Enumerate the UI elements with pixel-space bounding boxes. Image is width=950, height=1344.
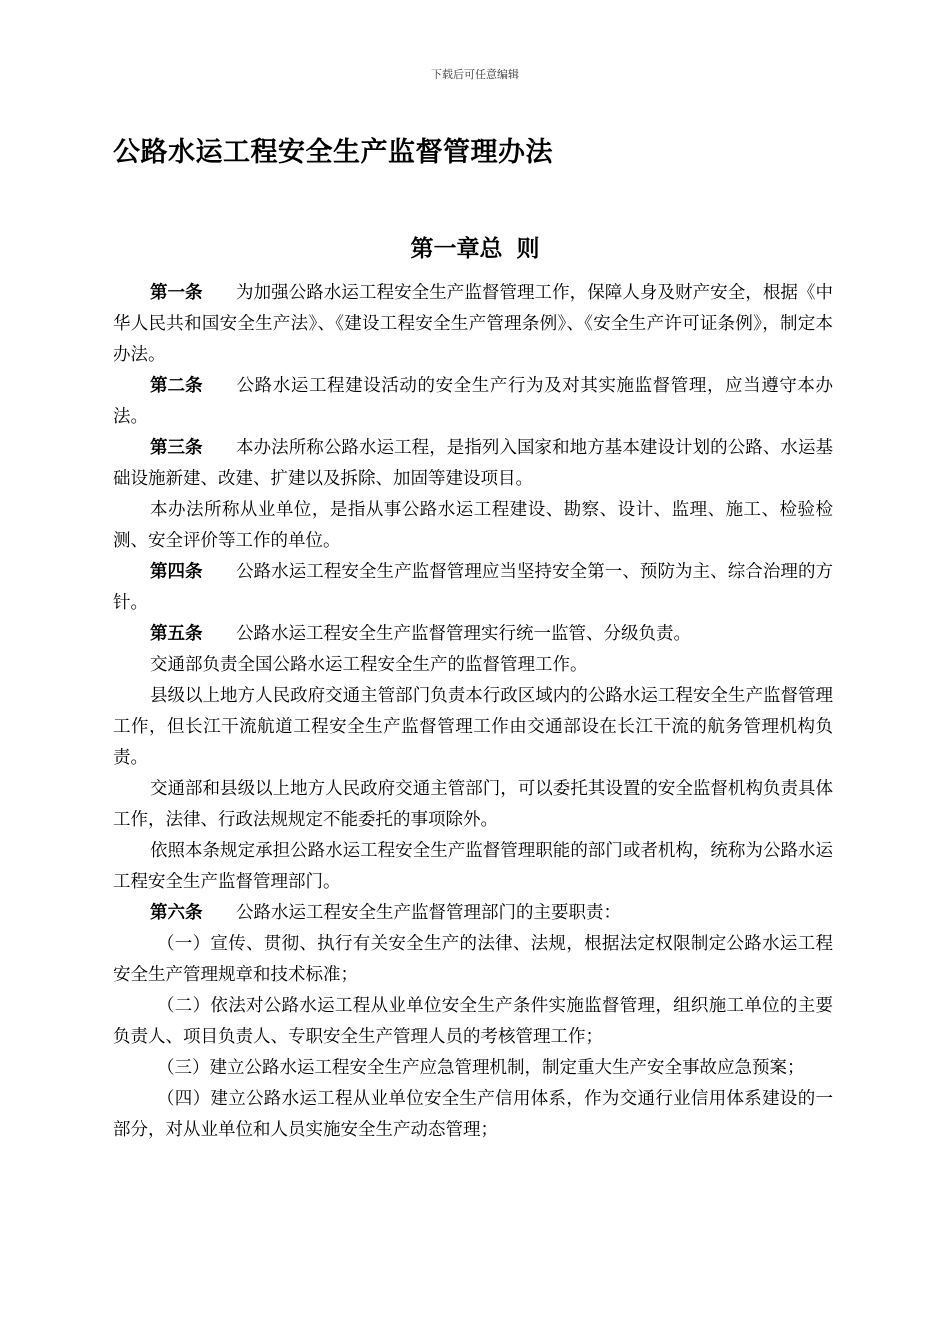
article-paragraph xyxy=(113,433,833,495)
article-label: 第六条 xyxy=(150,903,203,923)
article-text: 为加强公路水运工程安全生产监督管理工作，保障人身及财产安全，根据《中华人民共和国安全生产法》、《建设工程安全生产管理条例》、《安全生产许可证条例》，制定本办法。 xyxy=(113,283,833,365)
article-paragraph xyxy=(113,278,833,371)
list-item: （三）建立公路水运工程安全生产应急管理机制，制定重大生产安全事故应急预案； xyxy=(157,1058,805,1078)
article-label: 第三条 xyxy=(150,438,203,458)
article-text: 公路水运工程安全生产监督管理部门的主要职责： xyxy=(236,903,621,923)
document-title: 公路水运工程安全生产监督管理办法 xyxy=(113,137,553,168)
article-label: 第五条 xyxy=(150,624,203,644)
body-paragraph: 依照本条规定承担公路水运工程安全生产监督管理职能的部门或者机构，统称为公路水运工程安全生产监督管理部门。 xyxy=(113,841,833,892)
document-body xyxy=(113,278,833,1146)
article-paragraph xyxy=(113,371,833,433)
header-note: 下载后可任意编辑 xyxy=(431,68,519,81)
article-text: 本办法所称公路水运工程，是指列入国家和地方基本建设计划的公路、水运基础设施新建、改建、扩建以及拆除、加固等建设项目。 xyxy=(113,438,833,489)
article-paragraph xyxy=(113,898,833,929)
article-text: 公路水运工程安全生产监督管理实行统一监管、分级负责。 xyxy=(236,624,691,644)
body-paragraph: 交通部负责全国公路水运工程安全生产的监督管理工作。 xyxy=(150,655,588,675)
article-text: 公路水运工程安全生产监督管理应当坚持安全第一、预防为主、综合治理的方针。 xyxy=(113,562,833,613)
article-label: 第一条 xyxy=(150,283,203,303)
article-paragraph xyxy=(113,557,833,619)
body-paragraph: 县级以上地方人民政府交通主管部门负责本行政区域内的公路水运工程安全生产监督管理工作，但长江干流航道工程安全生产监督管理工作由交通部设在长江干流的航务管理机构负责。 xyxy=(113,686,833,768)
body-paragraph: 交通部和县级以上地方人民政府交通主管部门，可以委托其设置的安全监督机构负责具体工作，法律、行政法规规定不能委托的事项除外。 xyxy=(113,779,833,830)
chapter-heading: 第一章总 则 xyxy=(410,236,540,262)
article-label: 第二条 xyxy=(150,376,203,396)
article-label: 第四条 xyxy=(150,562,203,582)
list-item: （四）建立公路水运工程从业单位安全生产信用体系，作为交通行业信用体系建设的一部分，对从业单位和人员实施安全生产动态管理； xyxy=(113,1089,833,1140)
article-text: 公路水运工程建设活动的安全生产行为及对其实施监督管理，应当遵守本办法。 xyxy=(113,376,833,427)
list-item: （二）依法对公路水运工程从业单位安全生产条件实施监督管理，组织施工单位的主要负责人、项目负责人、专职安全生产管理人员的考核管理工作； xyxy=(113,996,833,1047)
article-paragraph xyxy=(113,619,833,650)
body-paragraph: 本办法所称从业单位，是指从事公路水运工程建设、勘察、设计、监理、施工、检验检测、安全评价等工作的单位。 xyxy=(113,500,833,551)
list-item: （一）宣传、贯彻、执行有关安全生产的法律、法规，根据法定权限制定公路水运工程安全生产管理规章和技术标准； xyxy=(113,934,833,985)
